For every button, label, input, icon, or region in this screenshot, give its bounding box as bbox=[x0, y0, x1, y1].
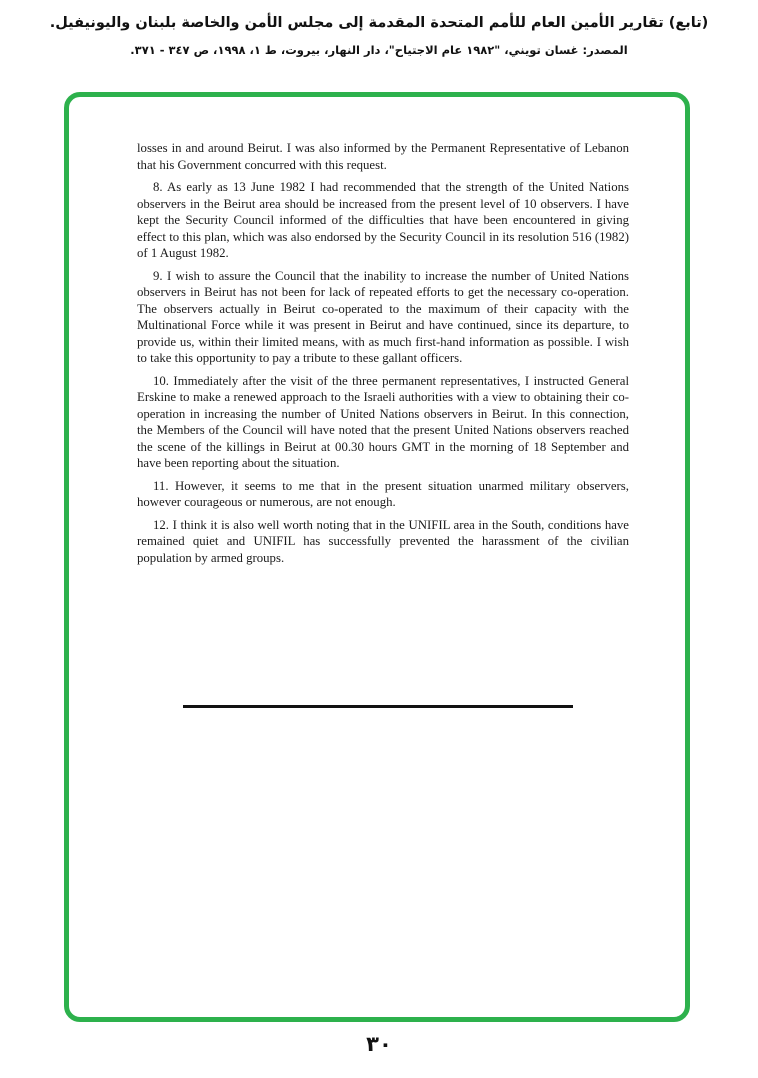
section-divider bbox=[183, 705, 573, 708]
arabic-header-source: المصدر: غسان تويني، "١٩٨٢ عام الاجتياح"، دار النهار، بيروت، ط ١، ١٩٩٨، ص ٣٤٧ - ٣٧١. bbox=[130, 43, 628, 57]
paragraph-12: 12. I think it is also well worth noting that in the UNIFIL area in the South, conditions have remained quiet and UNIFIL has successfully prevented the harassment of the civilian population by armed groups. bbox=[137, 517, 629, 565]
paragraph-10: 10. Immediately after the visit of the three permanent representatives, I instructed General Erskine to make a renewed approach to the Israeli authorities with a view to obtaining their co-operation in increasing the number of United Nations observers in Beirut. In this connection, the Members of the Council will have noted that the present United Nations observers reached the scene of the killings in Beirut at 00.30 hours GMT in the morning of 18 September and have been reporting about the situation. bbox=[137, 373, 629, 470]
paragraph-9: 9. I wish to assure the Council that the inability to increase the number of United Nations observers in Beirut has not been for lack of repeated efforts to get the necessary co-operation. The observers actually in Beirut co-operated to the maximum of their capacity with the Multinational Force while it was present in Beirut and have continued, since its departure, to provide us, within their limited means, with as much first-hand information as possible. I wish to take this opportunity to pay a tribute to these gallant officers. bbox=[137, 268, 629, 365]
document-body bbox=[137, 140, 629, 572]
page-number: ٣٠ bbox=[366, 1032, 392, 1056]
arabic-header bbox=[0, 12, 758, 58]
arabic-header-title: (تابع) تقارير الأمين العام للأمم المتحدة المقدمة إلى مجلس الأمن والخاصة بلبنان واليونيفيل. bbox=[49, 15, 709, 31]
paragraph-8: 8. As early as 13 June 1982 I had recommended that the strength of the United Nations observers in the Beirut area should be increased from the present level of 10 observers. I have kept the Security Council informed of the difficulties that have been encountered in giving effect to this plan, which was also endorsed by the Security Council in its resolution 516 (1982) of 1 August 1982. bbox=[137, 180, 629, 260]
paragraph-continuation: losses in and around Beirut. I was also informed by the Permanent Representative of Lebanon that his Government concurred with this request. bbox=[137, 141, 629, 172]
paragraph-11: 11. However, it seems to me that in the present situation unarmed military observers, however courageous or numerous, are not enough. bbox=[137, 478, 629, 509]
